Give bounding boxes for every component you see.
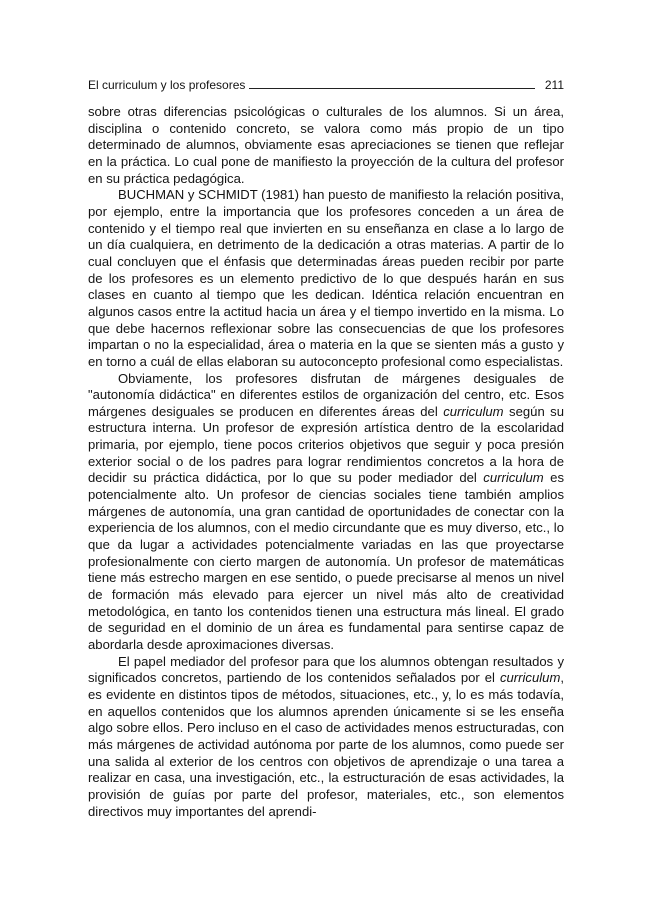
text-run: es potencialmente alto. Un profesor de ciencias sociales tiene también amplios márgenes de autonomía, una gran cantidad de oportunidades de conectar con la experiencia de los alumnos, con el medio circundante que es muy diverso, etc., lo que da lugar a actividades potencialmente variadas en las que proyectarse profesionalmente con cierto margen de autonomía. Un profesor de matemáticas tiene más estrecho margen en ese sentido, o puede precisarse al menos un nivel de formación más elevado para ejercer un nivel más alto de creatividad metodológica, en tanto los contenidos tienen una estructura más lineal. El grado de seguridad en el dominio de un área es fundamental para sentirse capaz de abordarla desde aproximaciones diversas. bbox=[88, 470, 565, 652]
paragraph bbox=[88, 104, 564, 187]
body-text bbox=[88, 104, 564, 820]
text-run: El papel mediador del profesor para que los alumnos obtengan resultados y significados concretos, partiendo de los contenidos señalados por el bbox=[88, 653, 564, 686]
header-rule bbox=[249, 88, 534, 89]
text-run: BUCHMAN y SCHMIDT (1981) han puesto de manifiesto la relación positiva, por ejemplo, entre la importancia que los profesores conceden a un área de contenido y el tiempo real que invierten en su enseñanza en clase a lo largo de un día cualquiera, en detrimento de la dedicación a otras materias. A partir de lo cual concluyen que el énfasis que determinadas áreas pueden recibir por parte de los profesores es un elemento predictivo de lo que después harán en sus clases en cuanto al tiempo que les dedican. Idéntica relación encuentran en algunos casos entre la actitud hacia un área y el tiempo invertido en la misma. Lo que debe hacernos reflexionar sobre las consecuencias de que los profesores impartan o no la especialidad, área o materia en la que se sienten más a gusto y en torno a cuál de ellas elaboran su autoconcepto profesional como especialistas. bbox=[88, 187, 564, 369]
paragraph bbox=[88, 371, 564, 654]
text-run: , es evidente en distintos tipos de métodos, situaciones, etc., y, lo es más todavía, en aquellos contenidos que los alumnos aprenden únicamente si se les enseña algo sobre ellos. Pero incluso en el caso de actividades menos estructuradas, con más márgenes de actividad autónoma por parte de los alumnos, como puede ser una salida al exterior de los centros con objetivos de aprendizaje o una tarea a realizar en casa, una investigación, etc., la estructuración de esas actividades, la provisión de guías por parte del profesor, materiales, etc., son elementos directivos muy importantes del aprendi- bbox=[88, 670, 565, 819]
italic-term: curriculum bbox=[499, 670, 561, 686]
paragraph bbox=[88, 654, 564, 821]
text-run: sobre otras diferencias psicológicas o culturales de los alumnos. Si un área, disciplina o contenido concreto, se valora como más propio de un tipo determinado de alumnos, obviamente esas apreciaciones se tienen que reflejar en la práctica. Lo cual pone de manifiesto la proyección de la cultura del profesor en su práctica pedagógica. bbox=[88, 104, 564, 186]
running-header bbox=[88, 76, 564, 92]
italic-term: curriculum bbox=[483, 470, 544, 486]
paragraph bbox=[88, 187, 564, 370]
page-number: 211 bbox=[544, 78, 564, 92]
text-run: según su estructura interna. Un profesor de expresión artística dentro de la escolaridad primaria, por ejemplo, tiene pocos criterios objetivos que seguir y poca presión exterior social o de los padres para lograr rendimientos concretos a la hora de decidir su práctica didáctica, por lo que su poder mediador del bbox=[88, 403, 565, 486]
running-title: El curriculum y los profesores bbox=[88, 78, 246, 92]
text-run: Obviamente, los profesores disfrutan de márgenes desiguales de "autonomía didáctica" en diferentes estilos de organización del centro, etc. Esos márgenes desiguales se producen en diferentes áreas del bbox=[88, 370, 564, 419]
italic-term: curriculum bbox=[443, 403, 504, 419]
